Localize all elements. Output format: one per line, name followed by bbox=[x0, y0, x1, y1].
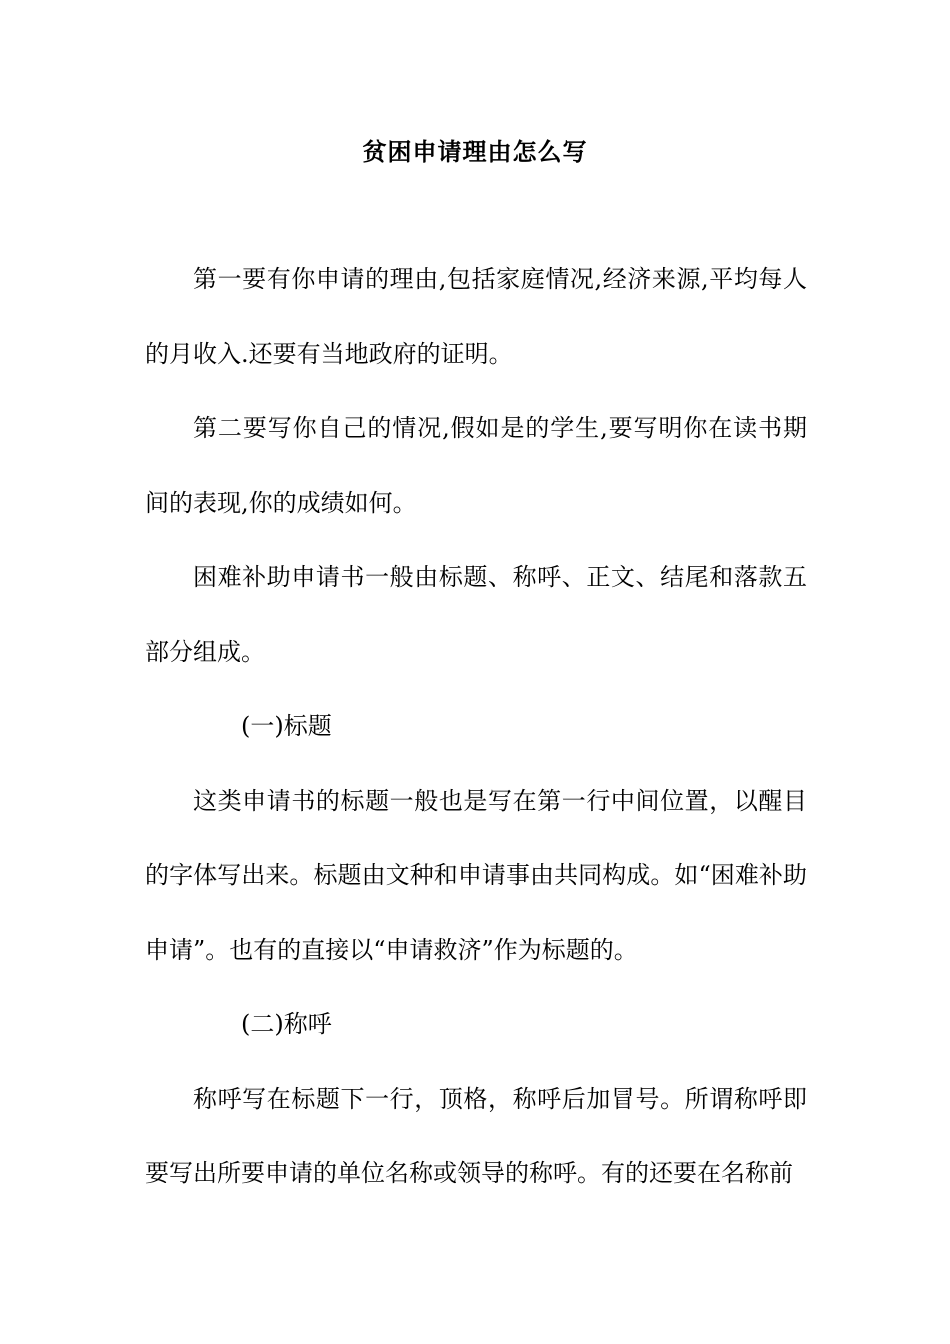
document-body bbox=[145, 242, 807, 1211]
document-title: 贫困申请理由怎么写 bbox=[362, 137, 588, 166]
paragraph-personal-situation: 第二要写你自己的情况,假如是的学生,要写明你在读书期间的表现,你的成绩如何。 bbox=[145, 414, 807, 517]
section-heading-title: (一)标题 bbox=[241, 712, 332, 740]
paragraph-salutation-description: 称呼写在标题下一行，顶格，称呼后加冒号。所谓称呼即要写出所要申请的单位名称或领导的称呼。有的还要在名称前 bbox=[145, 1084, 807, 1187]
paragraph-title-description: 这类申请书的标题一般也是写在第一行中间位置，以醒目的字体写出来。标题由文种和申请事由共同构成。如“困难补助申请”。也有的直接以“申请救济”作为标题的。 bbox=[145, 786, 807, 964]
section-heading-salutation: (二)称呼 bbox=[241, 1010, 332, 1038]
paragraph-income-reason: 第一要有你申请的理由,包括家庭情况,经济来源,平均每人的月收入.还要有当地政府的证明。 bbox=[145, 265, 807, 368]
paragraph-structure: 困难补助申请书一般由标题、称呼、正文、结尾和落款五部分组成。 bbox=[145, 563, 807, 666]
